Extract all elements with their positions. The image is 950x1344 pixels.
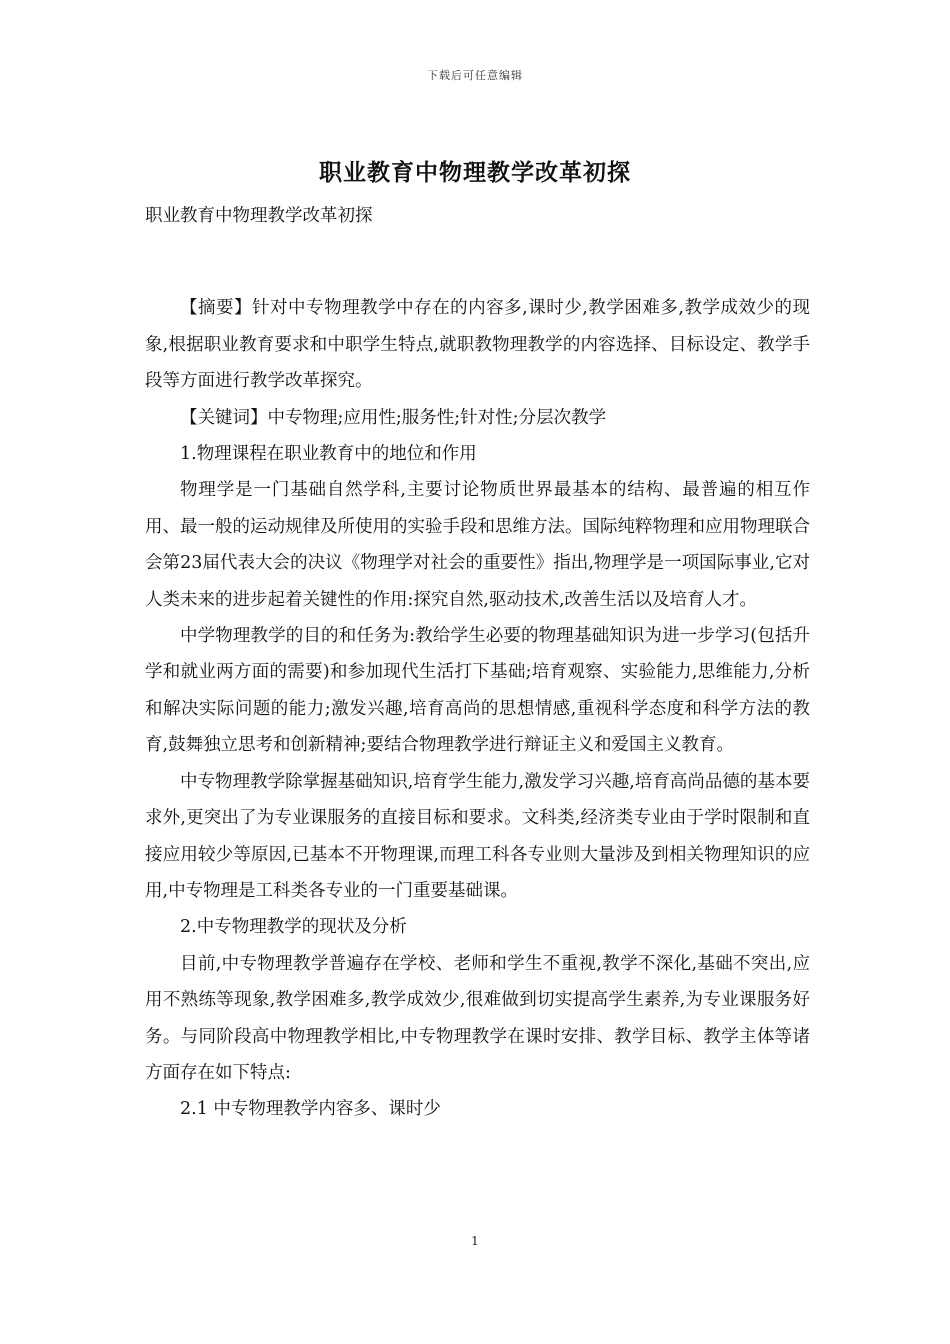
page-number: 1: [471, 1234, 479, 1248]
abstract-paragraph: 【摘要】针对中专物理教学中存在的内容多,课时少,教学困难多,教学成效少的现象,根据职业教育要求和中职学生特点,就职教物理教学的内容选择、目标设定、教学手段等方面进行教学改革探究。: [145, 298, 810, 392]
document-body: [145, 198, 810, 1128]
body-paragraph: 中学物理教学的目的和任务为:教给学生必要的物理基础知识为进一步学习(包括升学和就业两方面的需要)和参加现代生活打下基础;培育观察、实验能力,思维能力,分析和解决实际问题的能力;激发兴趣,培育高尚的思想情感,重视科学态度和科学方法的教育,鼓舞独立思考和创新精神;要结合物理教学进行辩证主义和爱国主义教育。: [145, 626, 810, 756]
keywords-paragraph: 【关键词】中专物理;应用性;服务性;针对性;分层次教学: [180, 407, 607, 428]
document-subtitle: 职业教育中物理教学改革初探: [145, 206, 373, 226]
page-header-note: 下载后可任意编辑: [427, 69, 523, 82]
document-title: 职业教育中物理教学改革初探: [319, 159, 631, 186]
body-paragraph: 目前,中专物理教学普遍存在学校、老师和学生不重视,教学不深化,基础不突出,应用不熟练等现象,教学困难多,教学成效少,很难做到切实提高学生素养,为专业课服务好务。与同阶段高中物理教学相比,中专物理教学在课时安排、教学目标、教学主体等诸方面存在如下特点:: [145, 953, 810, 1083]
blank-line: [145, 234, 810, 290]
section-heading-2: 2.中专物理教学的现状及分析: [180, 917, 407, 938]
body-paragraph: 物理学是一门基础自然学科,主要讨论物质世界最基本的结构、最普遍的相互作用、最一般的运动规律及所使用的实验手段和思维方法。国际纯粹物理和应用物理联合会第23届代表大会的决议《物理学对社会的重要性》指出,物理学是一项国际事业,它对人类未来的进步起着关键性的作用:探究自然,驱动技术,改善生活以及培育人才。: [145, 480, 810, 610]
section-heading-1: 1.物理课程在职业教育中的地位和作用: [180, 444, 477, 465]
body-paragraph: 中专物理教学除掌握基础知识,培育学生能力,激发学习兴趣,培育高尚品德的基本要求外,更突出了为专业课服务的直接目标和要求。文科类,经济类专业由于学时限制和直接应用较少等原因,已基本不开物理课,而理工科各专业则大量涉及到相关物理知识的应用,中专物理是工科类各专业的一门重要基础课。: [145, 771, 810, 901]
subsection-heading-2-1: 2.1 中专物理教学内容多、课时少: [180, 1099, 441, 1120]
